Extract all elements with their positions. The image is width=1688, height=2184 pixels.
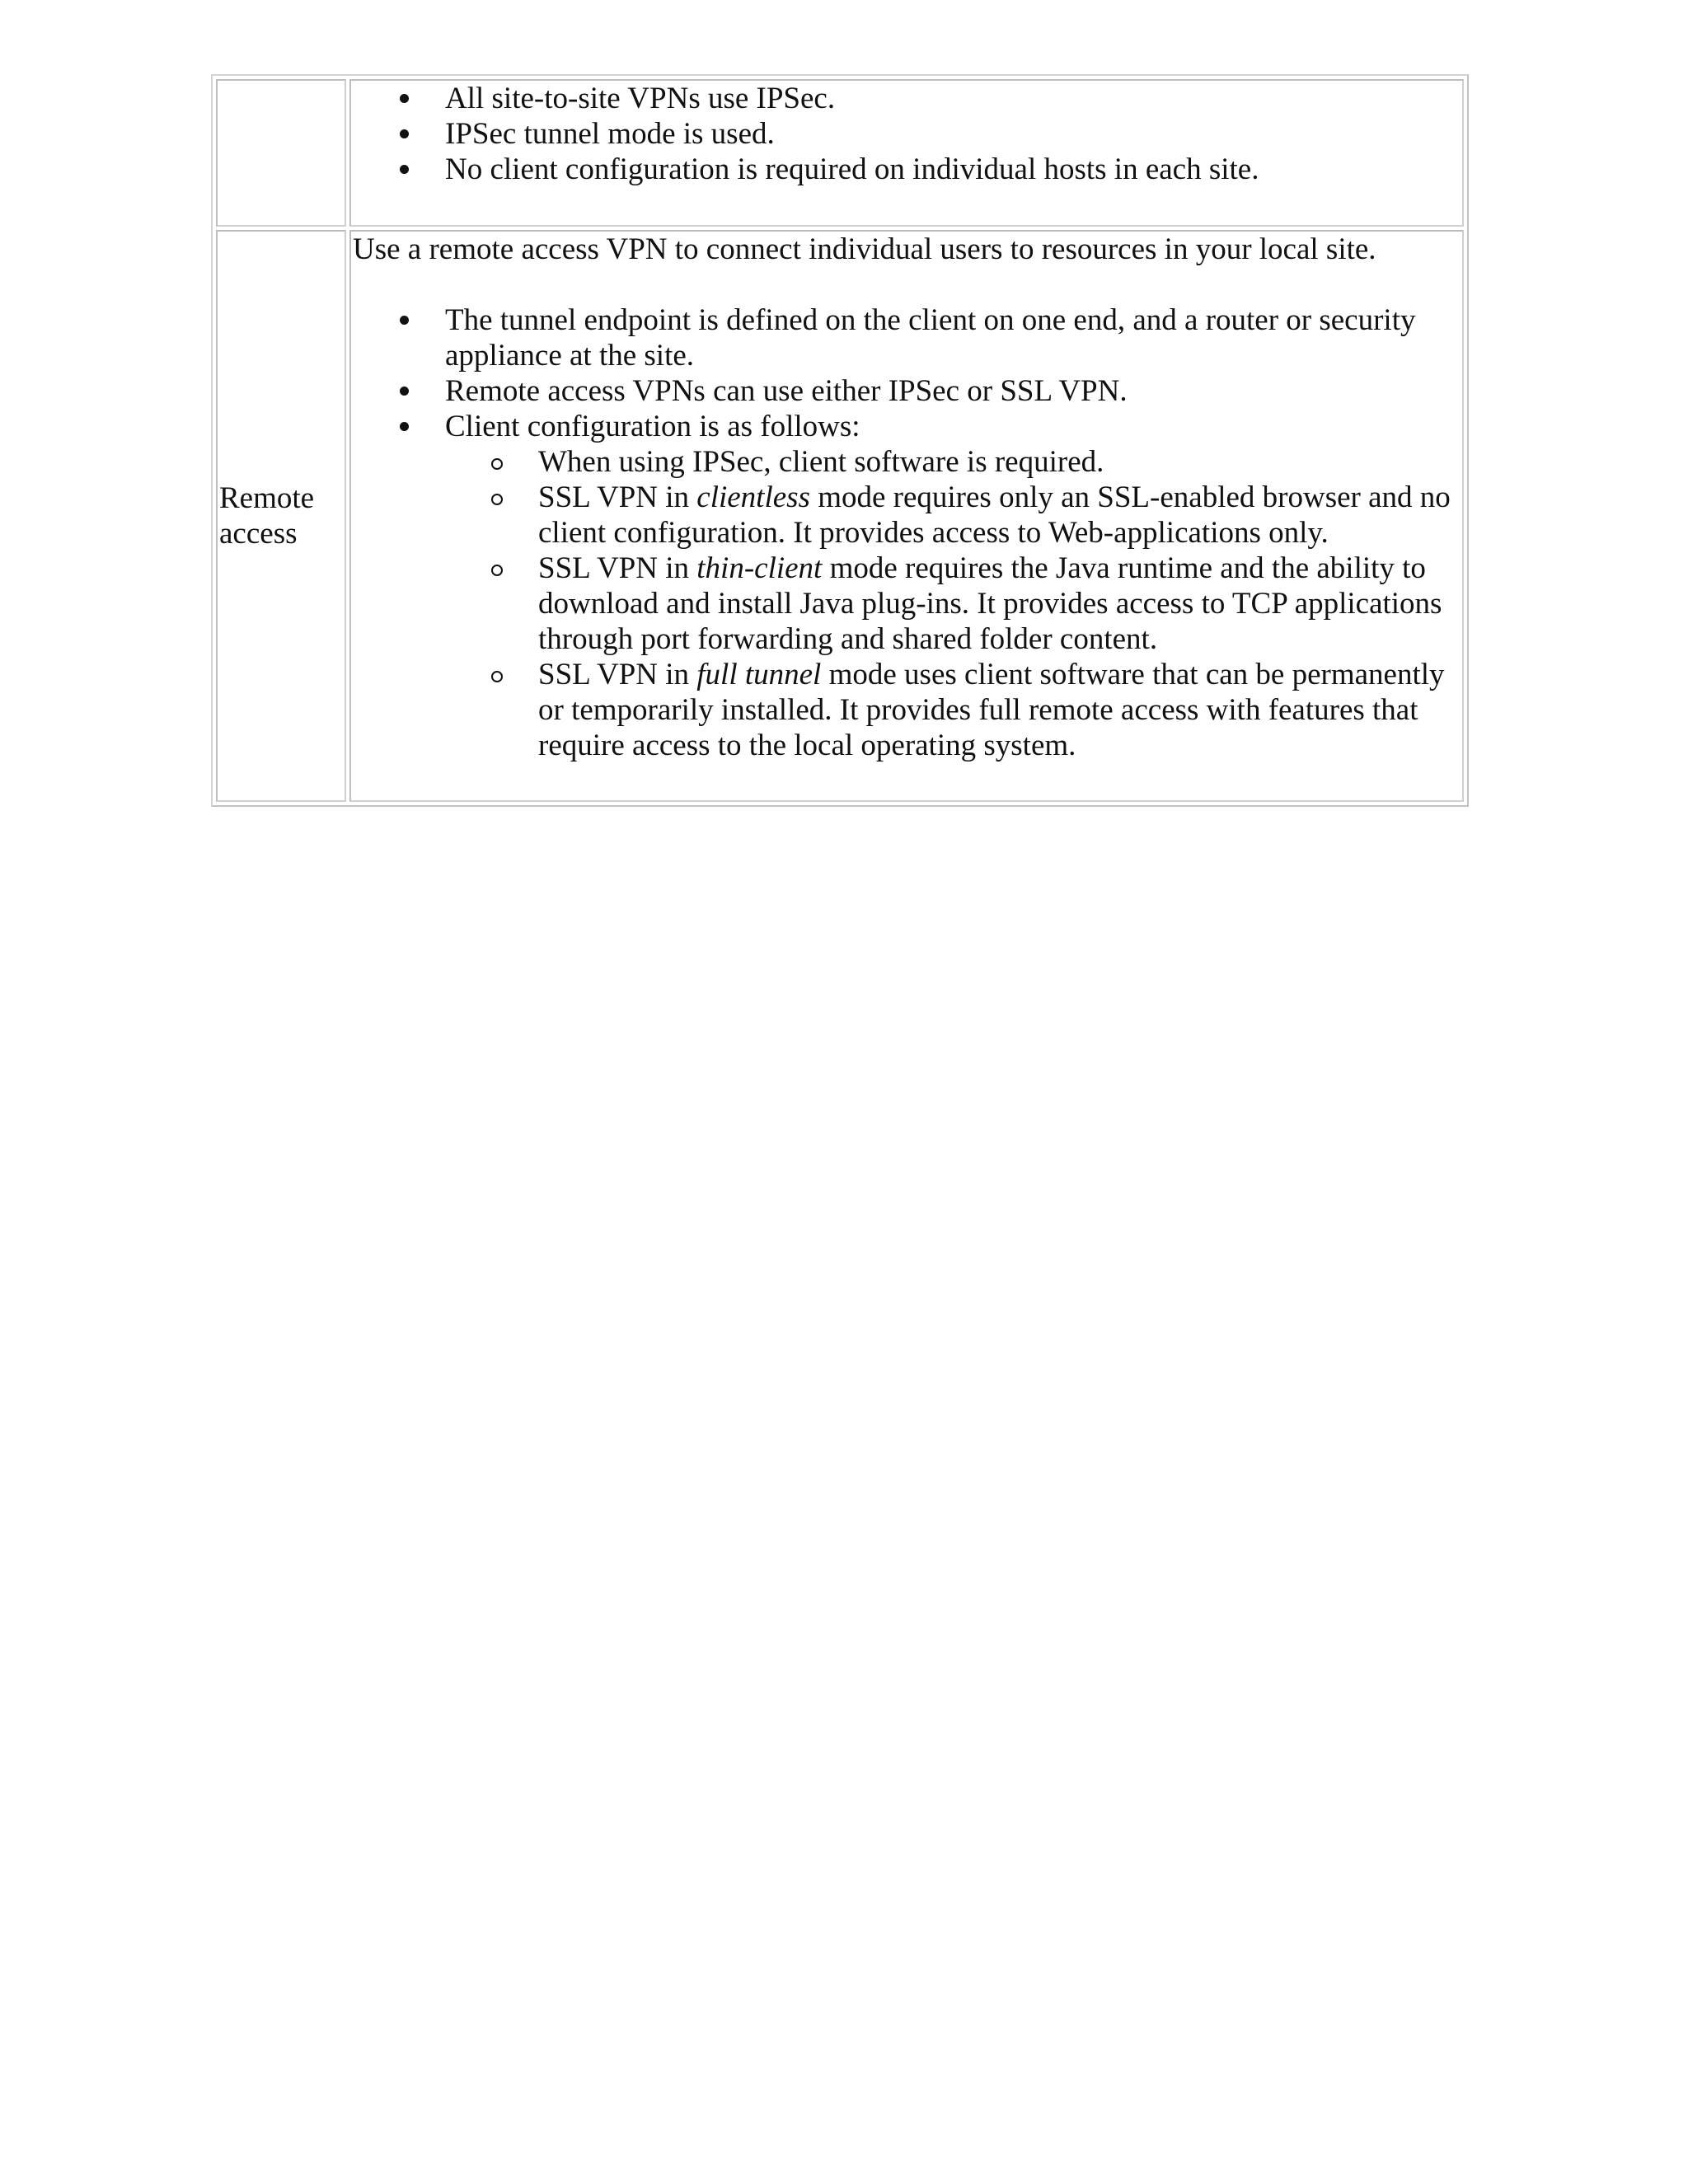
sub-bullet-text: mode requires only an SSL-enabled browser and no client configuration. It provides access to Web-applications only.: [538, 480, 1451, 550]
sub-bullet-text: When using IPSec, client software is required.: [538, 445, 1104, 479]
bullet-item: The tunnel endpoint is defined on the client on one end, and a router or security appliance at the site.: [445, 302, 1461, 373]
bullet-item: [445, 409, 1461, 763]
bullet-list: [353, 302, 1461, 763]
table-row-site-to-site-continued: [216, 79, 1464, 227]
sub-bullet-item: [538, 551, 1461, 657]
row-intro-text: Use a remote access VPN to connect individual users to resources in your local site.: [353, 232, 1376, 266]
row-content-cell: [349, 230, 1464, 802]
mode-emphasis: clientless: [696, 480, 810, 514]
table-row-remote-access: [216, 230, 1464, 802]
bullet-item-text: Client configuration is as follows:: [445, 410, 860, 443]
bullet-item: No client configuration is required on individual hosts in each site.: [445, 152, 1461, 187]
sub-bullet-text: SSL VPN in: [538, 551, 697, 585]
bullet-list: [353, 81, 1461, 187]
sub-bullet-list: [445, 444, 1461, 763]
sub-bullet-text: mode requires the Java runtime and the ability to download and install Java plug-ins. It provides access to TCP applications through port forwarding and shared folder content.: [538, 551, 1442, 656]
bullet-item: IPSec tunnel mode is used.: [445, 116, 1461, 152]
sub-bullet-text: mode uses client software that can be permanently or temporarily installed. It provides full remote access with features that require access to the local operating system.: [538, 658, 1445, 762]
mode-emphasis: full tunnel: [696, 658, 822, 691]
row-content-cell: [349, 79, 1464, 227]
bullet-item: All site-to-site VPNs use IPSec.: [445, 81, 1461, 116]
sub-bullet-item: [538, 480, 1461, 551]
mode-emphasis: thin-client: [696, 551, 823, 585]
bullet-item: Remote access VPNs can use either IPSec or SSL VPN.: [445, 373, 1461, 409]
sub-bullet-text: SSL VPN in: [538, 658, 697, 691]
sub-bullet-item: [538, 444, 1461, 480]
vpn-types-table: [211, 74, 1469, 807]
sub-bullet-text: SSL VPN in: [538, 480, 697, 514]
sub-bullet-item: [538, 657, 1461, 763]
row-label-cell-empty: [216, 79, 346, 227]
row-label-remote-access: Remote access: [216, 230, 346, 802]
